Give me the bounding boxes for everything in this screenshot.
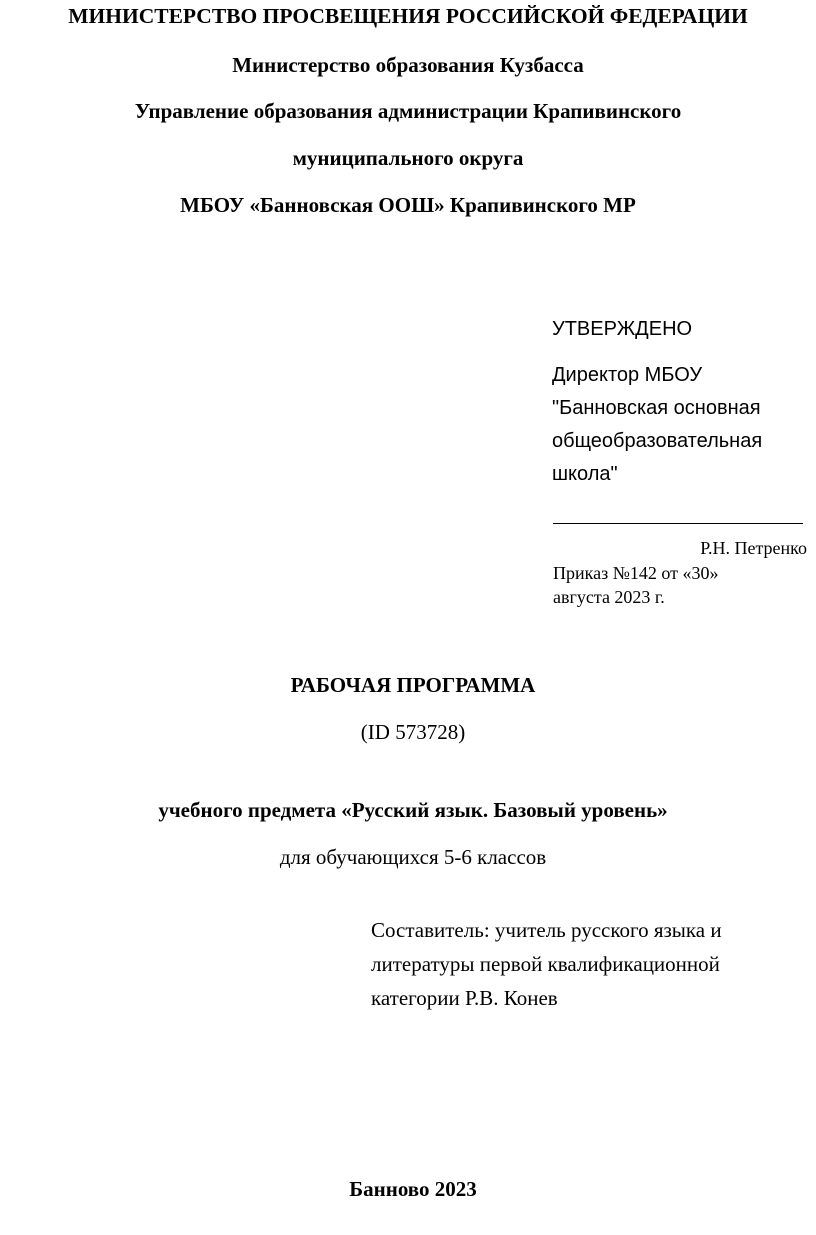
approval-position-line4: школа" [552,463,618,485]
program-audience: для обучающихся 5-6 классов [279,845,547,869]
signatory-name: Р.Н. Петренко [700,538,807,558]
approval-title: УТВЕРЖДЕНО [552,318,693,340]
place-year: Банново 2023 [349,1177,477,1201]
program-subject: учебного предмета «Русский язык. Базовый уровень» [158,798,668,822]
approval-position-line2: "Банновская основная [552,397,761,419]
signature-line [553,523,803,524]
order-line2: августа 2023 г. [553,587,665,607]
program-title: РАБОЧАЯ ПРОГРАММА [290,673,536,697]
approval-position-line1: Директор МБОУ [552,364,703,386]
ministry-regional-heading: Министерство образования Кузбасса [232,53,584,77]
approval-position-line3: общеобразовательная [552,430,763,452]
author-line2: литературы первой квалификационной [371,952,720,976]
department-heading-line1: Управление образования администрации Крапивинского [134,99,682,123]
program-id: (ID 573728) [360,720,466,744]
author-line3: категории Р.В. Конев [371,986,558,1010]
author-line1: Составитель: учитель русского языка и [371,918,722,942]
school-heading: МБОУ «Банновская ООШ» Крапивинского МР [180,193,636,217]
department-heading-line2: муниципального округа [292,146,524,170]
ministry-federal-heading: МИНИСТЕРСТВО ПРОСВЕЩЕНИЯ РОССИЙСКОЙ ФЕДЕРАЦИИ [68,4,748,28]
order-line1: Приказ №142 от «30» [553,563,719,583]
